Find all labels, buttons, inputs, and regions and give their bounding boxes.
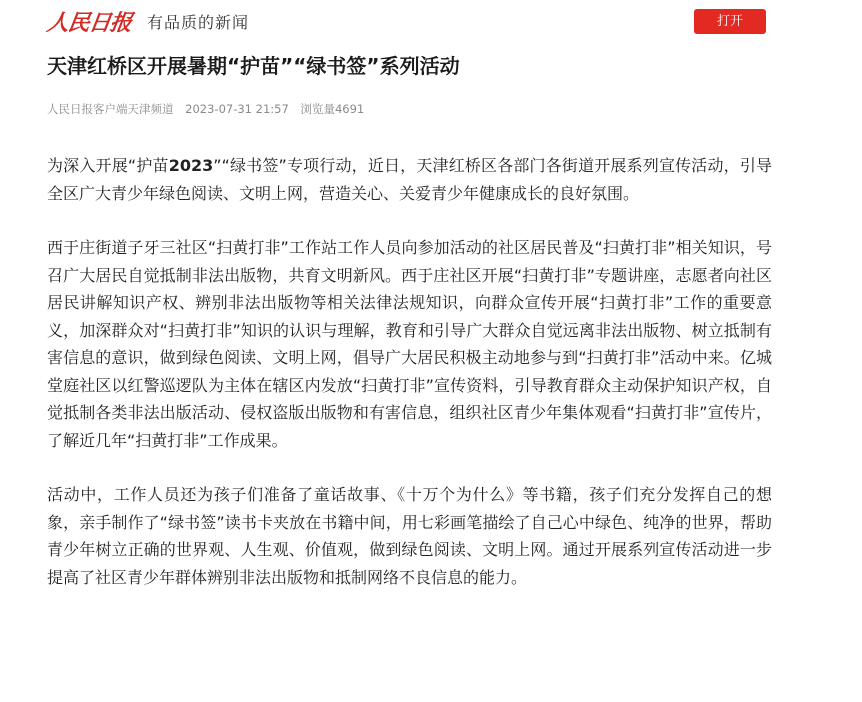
article-paragraph-1 (47, 152, 772, 207)
article-datetime: 2023-07-31 21:57 (185, 102, 289, 116)
open-app-button[interactable]: 打开 (694, 9, 766, 34)
people-daily-logo[interactable] (47, 8, 249, 38)
article-paragraph-3: 活动中，工作人员还为孩子们准备了童话故事、《十万个为什么》等书籍，孩子们充分发挥自己的想象，亲手制作了“绿书签”读书卡夹放在书籍中间，用七彩画笔描绘了自己心中绿色、纯净的世界，帮助青少年树立正确的世界观、人生观、价值观，做到绿色阅读、文明上网。通过开展系列宣传活动进一步提高了社区青少年群体辨别非法出版物和抵制网络不良信息的能力。 (47, 485, 772, 587)
paragraph-1-prefix: 为深入开展“护苗 (47, 156, 169, 175)
article-meta (47, 100, 372, 118)
article-body (47, 152, 772, 618)
paragraph-1-suffix: ”“绿书签”专项行动，近日，天津红桥区各部门各街道开展系列宣传活动，引导全区广大青少年绿色阅读、文明上网，营造关心、关爱青少年健康成长的良好氛围。 (47, 156, 772, 203)
article-paragraph-2: 西于庄街道子牙三社区“扫黄打非”工作站工作人员向参加活动的社区居民普及“扫黄打非”相关知识，号召广大居民自觉抵制非法出版物，共育文明新风。西于庄社区开展“扫黄打非”专题讲座，志愿者向社区居民讲解知识产权、辨别非法出版物等相关法律法规知识，向群众宣传开展“扫黄打非”工作的重要意义，加深群众对“扫黄打非”知识的认识与理解，教育和引导广大群众自觉远离非法出版物、树立抵制有害信息的意识，做到绿色阅读、文明上网，倡导广大居民积极主动地参与到“扫黄打非”活动中来。亿城堂庭社区以红警巡逻队为主体在辖区内发放“扫黄打非”宣传资料，引导教育群众主动保护知识产权，自觉抵制各类非法出版活动、侵权盗版出版物和有害信息，组织社区青少年集体观看“扫黄打非”宣传片，了解近几年“扫黄打非”工作成果。 (47, 238, 772, 450)
article-source: 人民日报客户端天津频道 (47, 102, 174, 116)
article-title: 天津红桥区开展暑期“护苗”“绿书签”系列活动 (47, 54, 460, 78)
article-views: 浏览量4691 (300, 102, 365, 116)
paragraph-1-bold-year: 2023 (168, 156, 214, 175)
logo-slogan: 有品质的新闻 (147, 13, 250, 32)
top-bar (0, 0, 862, 44)
logo-mark: 人民日报 (45, 10, 133, 36)
